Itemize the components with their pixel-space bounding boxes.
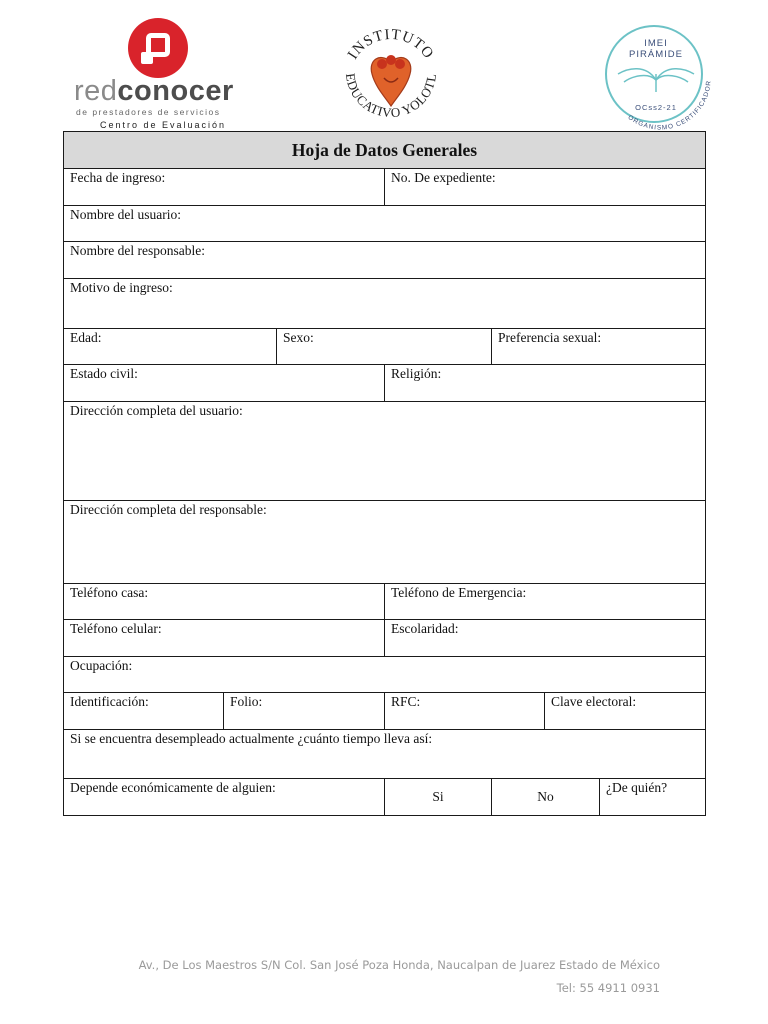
redconocer-subtitle: de prestadores de servicios	[76, 107, 221, 117]
estado-civil-field[interactable]: Estado civil:	[64, 365, 385, 402]
option-no[interactable]: No	[492, 779, 600, 816]
footer-address: Av., De Los Maestros S/N Col. San José Poza Honda, Naucalpan de Juarez Estado de México	[138, 958, 660, 972]
direccion-usuario-field[interactable]: Dirección completa del usuario:	[64, 402, 706, 501]
form-title: Hoja de Datos Generales	[64, 132, 706, 169]
heart-icon	[371, 55, 411, 106]
clave-electoral-field[interactable]: Clave electoral:	[545, 693, 706, 730]
redconocer-emblem-icon	[128, 18, 188, 78]
direccion-responsable-field[interactable]: Dirección completa del responsable:	[64, 501, 706, 584]
no-expediente-field[interactable]: No. De expediente:	[385, 169, 706, 206]
redconocer-center-label: Centro de Evaluación	[100, 120, 227, 130]
general-data-form	[63, 131, 705, 816]
option-si[interactable]: Si	[385, 779, 492, 816]
nombre-responsable-field[interactable]: Nombre del responsable:	[64, 242, 706, 279]
depende-economicamente-field[interactable]: Depende económicamente de alguien:	[64, 779, 385, 816]
page-header	[0, 0, 768, 132]
telefono-casa-field[interactable]: Teléfono casa:	[64, 584, 385, 620]
redconocer-logo	[74, 14, 274, 132]
motivo-ingreso-field[interactable]: Motivo de ingreso:	[64, 279, 706, 329]
imei-code: OCss2-21	[635, 103, 677, 112]
telefono-celular-field[interactable]: Teléfono celular:	[64, 620, 385, 657]
rfc-field[interactable]: RFC:	[385, 693, 545, 730]
imei-arc-text: ORGANISMO CERTIFICADOR	[626, 79, 713, 132]
edad-field[interactable]: Edad:	[64, 329, 277, 365]
preferencia-sexual-field[interactable]: Preferencia sexual:	[492, 329, 706, 365]
imei-line1: IMEI	[644, 38, 668, 49]
butterfly-icon	[618, 69, 694, 92]
religion-field[interactable]: Religión:	[385, 365, 706, 402]
escolaridad-field[interactable]: Escolaridad:	[385, 620, 706, 657]
wordmark-light: red	[74, 75, 118, 107]
seal-bottom-text: EDUCATIVO YOLOTL	[342, 72, 440, 121]
seal-top-text: INSTITUTO	[345, 26, 437, 63]
folio-field[interactable]: Folio:	[224, 693, 385, 730]
desempleado-field[interactable]: Si se encuentra desempleado actualmente ¿cuánto tiempo lleva así:	[64, 730, 706, 779]
sexo-field[interactable]: Sexo:	[277, 329, 492, 365]
imei-piramide-seal	[598, 18, 716, 132]
fecha-ingreso-field[interactable]: Fecha de ingreso:	[64, 169, 385, 206]
instituto-yolotl-seal	[332, 18, 450, 132]
nombre-usuario-field[interactable]: Nombre del usuario:	[64, 206, 706, 242]
de-quien-field[interactable]: ¿De quién?	[600, 779, 706, 816]
identificacion-field[interactable]: Identificación:	[64, 693, 224, 730]
wordmark-bold: conocer	[117, 75, 234, 107]
ocupacion-field[interactable]: Ocupación:	[64, 657, 706, 693]
redconocer-wordmark	[74, 76, 234, 106]
telefono-emergencia-field[interactable]: Teléfono de Emergencia:	[385, 584, 706, 620]
imei-line2: PIRÁMIDE	[629, 49, 683, 60]
footer-phone: Tel: 55 4911 0931	[556, 981, 660, 995]
